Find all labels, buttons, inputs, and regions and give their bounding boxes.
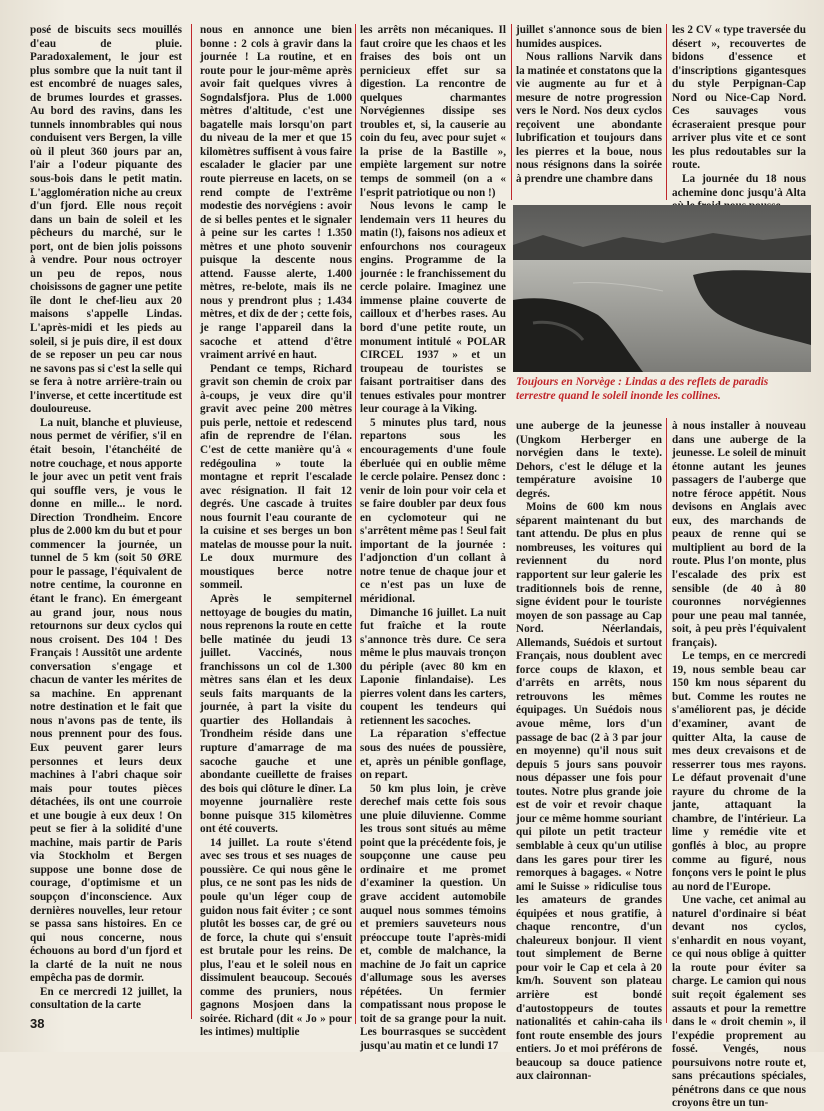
paragraph: posé de biscuits secs mouillés d'eau de pluie. Paradoxalement, le jour est plus sombre que la nuit tant il est encombré de nuages sales, de brumes lourdes et grasses. Au bord des ravins, dans les tunnels innombrables qui nous conduisent vers Bergen, la ville où il pleut 360 jours par an, l'air a l'odeur piquante des sous-bois dans le petit matin. L'agglomération niche au creux d'un fjord. Elle nous reçoit dans un bain de soleil et les pêcheurs du marché, sur le port, ont de bien jolis poissons à vendre. Pour nous octroyer un peu de repos, nous choisissons de gagner une petite île dont le chef-lieu aux 20 maisons s'appelle Lindas. L'après-midi et les pieds au soleil, si je puis dire, il est doux de se reposer un peu car nous ne savons pas si c'est la selle qui se fera à notre arrière-train ou l'inverse, et cette incertitude est douloureuse. (30, 24, 182, 416)
paragraph: Moins de 600 km nous séparent maintenant du but tant attendu. De plus en plus nombreuses, les voitures qui reviennent du nord rapportent sur leur galerie les traditionnels bois de renne, signe évident pour le touriste moyen de son passage au Cap Nord. Néerlandais, Allemands, Suédois et surtout Français, nous doublent avec force coups de klaxon, et d'arrêts en arrêts, nous retrouvons les mêmes équipages. Un Suédois nous avoue même, lors d'un passage de bac (2 à 3 par jour en moyenne) qu'il nous suit depuis 5 jours sans pouvoir nous dépasser une fois pour toutes. Notre plus grande joie est de voir et revoir chaque jour ce même homme souriant qui pilote un petit tracteur semblable à ceux qu'un utilise dans les gares pour tirer les remorques à bagages. « Notre ami le Suisse » ridiculise tous les amateurs de grandes équipées et nous gratifie, à chaque rencontre, d'un chaleureux bonjour. Il vient tout simplement de Berne pour voir le Cap et cela à 20 km/h. Souvent son plateau arrière est bondé d'autostoppeurs de toutes nationalités et cahin-caha ils font route ensemble des jours entiers. Jo et moi préférons de beaucoup sa douce patience aux claironnan- (516, 501, 662, 1083)
paragraph: les 2 CV « type traversée du désert », recouvertes de bidons d'essence et d'inscriptions gigantesques du style Perpignan-Cap Nord ou Nice-Cap Nord. Ces sauvages vous écraseraient presque pour arriver plus vite et ce sont les plus redoutables sur la route. (672, 24, 806, 172)
paragraph: les arrêts non mécaniques. Il faut croire que les chaos et les fraises des bois ont un pernicieux effet sur sa digestion. La rencontre de quelques charmantes Norvégiennes dissipe ses troubles et, si, la causerie au coin du feu, avec pour sujet « la prise de la Bastille », empiète largement sur notre temps de sommeil (on a « l'esprit patriotique ou non !) (360, 24, 506, 199)
paragraph: En ce mercredi 12 juillet, la consultation de la carte (30, 985, 182, 1012)
paragraph: Le temps, en ce mercredi 19, nous semble beau car 150 km nous séparent du but. Comme les routes ne s'améliorent pas, je décide d'examiner, avant de quitter Alta, la cause de mes deux crevaisons et de resserrer tous mes rayons. Le défaut provenait d'une rayure du chrome de la jante, attaquant la chambre, de l'intérieur. La lime y remédie vite et gonflés à bloc, au propre comme au figuré, nous fonçons vers le point le plus au nord de l'Europe. (672, 650, 806, 893)
column-rule (355, 24, 356, 1024)
column-rule (191, 24, 192, 1019)
column-rule (666, 24, 667, 200)
paragraph: Dimanche 16 juillet. La nuit fut fraîche et la route s'annonce très dure. Ce sera même le plus mauvais tronçon du périple (avec 80 km en Laponie finlandaise). Les pierres volent dans les carters, coupent les tendeurs qui retiennent les sacoches. (360, 606, 506, 727)
paragraph: Nous rallions Narvik dans la matinée et constatons que la vie augmente au fur et à mesure de notre progression vers le Nord. Nos deux cyclos reçoivent une abondante lubrification et toujours dans les pierres et la boue, nous nous résignons dans la soirée à prendre une chambre dans (516, 51, 662, 186)
paragraph: La journée du 18 nous achemine donc jusqu'à Alta (672, 173, 806, 199)
paragraph: juillet s'annonce sous de bien humides auspices. (516, 24, 662, 50)
text-column-3 (360, 24, 506, 1053)
text-column-5-top (672, 24, 806, 199)
paragraph: 50 km plus loin, je crève derechef mais cette fois sous une pluie diluvienne. Comme les trous sont situés au même point que la précédente fois, je soupçonne une cause peu ordinaire et me promet d'examiner la question. Un grave accident automobile auquel nous sommes témoins et premiers sauveteurs nous préoccupe toute l'après-midi et, comble de malchance, la machine de Jo fait un caprice d'allumage sous les averses répétées. Un fermier compatissant nous propose le toit de sa grange pour la nuit. Les bourrasques se succèdent jusqu'au matin et ce lundi 17 (360, 782, 506, 1053)
text-column-4-top (516, 24, 662, 189)
text-column-5-bottom (672, 420, 806, 1110)
paragraph: une auberge de la jeunesse (Ungkom Herberger en norvégien dans le texte). Dehors, c'est le déluge et la température avoisine 10 degrés. (516, 420, 662, 500)
paragraph: Après le sempiternel nettoyage de bougies du matin, nous reprenons la route en cette belle matinée du jeudi 13 juillet. Vaccinés, nous franchissons un col de 1.300 mètres sans élan et les deux seuls faits marquants de la journée, à part la visite du quartier des Hollandais à Trondheim réside dans une rupture d'amarrage de ma sacoche gauche et une abondante cueillette de fraises des bois qui clôture le dîner. La moyenne journalière reste bonne puisque 315 kilomètres ont été couverts. (200, 592, 352, 836)
paragraph: nous en annonce une bien bonne : 2 cols à gravir dans la journée ! La routine, et en route pour le jour-même après avoir fait quelques vivres à Sogndalsfjora. Plus de 1.000 mètres d'altitude, c'est une bagatelle mais lorsqu'on part du niveau de la mer et que 15 kilomètres suffisent à vous faire escalader le glacier par une route pierreuse en lacets, on se rend compte de l'extrême modestie des norvégiens : avoir de si belles pentes et le signaler à peine sur les cartes ! 1.350 mètres et une photo souvenir puisque la descente nous attend. Fausse alerte, 1.400 mètres, re-belote, mais ils ne nous y prendront plus ; 1.434 mètres, et dix de der ; cette fois, je range l'appareil dans la sacoche et attend d'être vraiment arrivé en haut. (200, 24, 352, 362)
photo-caption: Toujours en Norvège : Lindas a des reflets de paradis terrestre quand le soleil inonde les collines. (516, 376, 769, 402)
page-number: 38 (30, 1016, 45, 1031)
text-column-2 (200, 24, 352, 1039)
paragraph: La réparation s'effectue sous des nuées de poussière, et, après un pénible gonflage, on repart. (360, 728, 506, 782)
paragraph: La nuit, blanche et pluvieuse, nous permet de vérifier, s'il en était besoin, l'étanchéité de notre couchage, et nous apporte le jour avec un petit vent frais qui souffle vers, je vous le donne en mille... le nord. Direction Trondheim. Encore plus de 2.000 km du but et pour commencer la journée, un tunnel de 5 km (soit 50 ØRE pour le passage, l'équivalent de notre centime, la couronne en étant le franc). En émergeant au grand jour, nous nous retournons sur deux cyclos qui nous croisent. Des 104 ! Des Français ! Aussitôt une ardente conversation s'engage et chacun de vanter les mérites de sa machine. En apprenant notre destination et le fait que nous n'avons pas de tente, ils nous prennent pour des fous. Eux peuvent garer leurs personnes et leurs deux machines à l'abri chaque soir mais pour toutes pièces détachées, ils ont une courroie et une bougie à eux deux ! On peut se fier à la solidité d'une machine, mais partir de Paris via Stockholm et Bergen suppose une bonne dose de courage, d'optimisme et un soupçon d'inconscience. Aux dernières nouvelles, leur retour se passa sans histoires. En ce qui nous concerne, nous échouons au bord d'un fjord et la clarté de la nuit ne nous empêcha pas de dormir. (30, 416, 182, 985)
text-column-1 (30, 24, 182, 1012)
paragraph: Nous levons le camp le lendemain vers 11 heures du matin (!), faisons nos adieux et enfourchons nos courageux engins. Programme de la journée : le franchissement du cercle polaire. Imaginez une immense plaine couverte de cailloux et d'herbes rases. Au bord d'une petite route, un monument intitulé « POLAR CIRCEL 1937 » et un troupeau de touristes se faisant portraitiser dans des tenues estivales pour montrer leur courage à la Viking. (360, 200, 506, 416)
column-rule (666, 418, 667, 1023)
paragraph: Pendant ce temps, Richard gravit son chemin de croix par à-coups, je veux dire qu'il gravit avec peine 200 mètres puis perle, nettoie et redescend afin de reprendre de l'élan. C'est de cette manière qu'à « redégoulina » toute la montagne et reprit l'escalade avec résignation. Il fait 12 degrés. Une cascade à truites nous fournit l'eau courante de la cuisine et ses berges un bon matelas de mousse pour la nuit. Le doux murmure des moustiques berce notre sommeil. (200, 362, 352, 592)
paragraph: Une vache, cet animal au naturel d'ordinaire si béat devant nos cyclos, s'enhardit en nous voyant, ce qui nous oblige à quitter la route pour éviter sa charge. Le camion qui nous suit reçoit également ses assauts et pour la remettre dans le « droit chemin », il l'expédie proprement au fossé. Vengés, nous poursuivons notre route et, sans précautions spéciales, pénétrons dans ce que nous croyons être un tun- (672, 894, 806, 1110)
paragraph: 14 juillet. La route s'étend avec ses trous et ses nuages de poussière. Ce qui nous gêne le plus, ce ne sont pas les nids de poule qu'un léger coup de guidon nous fait éviter ; ce sont plutôt les bosses car, de gré ou de force, la chute qui s'ensuit est brutale pour les reins. De plus, l'eau et le soleil nous en dissimulent beaucoup. Secoués comme des pruniers, nous gagnons Mosjoen dans la soirée. Richard (dit « Jo » pour les intimes) multiplie (200, 836, 352, 1039)
paragraph: 5 minutes plus tard, nous repartons sous les encouragements d'une foule éberluée qui en oublie même le cercle polaire. Pensez donc : venir de loin pour voir cela et se faire doubler par deux fous en cyclomoteur qui ne s'arrêtent même pas ! Seul fait important de la journée : l'adjonction d'un collant à notre tenue de chaque jour et ce n'est pas un luxe de méridional. (360, 416, 506, 605)
column-rule (511, 24, 512, 200)
paragraph: à nous installer à nouveau dans une auberge de la jeunesse. Le soleil de minuit étonne autant les jeunes passagers de l'auberge que notre féroce appétit. Nous devisons en Anglais avec eux, des marchands de peaux de renne qui se multiplient au bord de la route. Plus l'on monte, plus l'escalade des prix est sensible (de 40 à 80 couronnes norvégiennes pour une peau mal tannée, soit, à peu près l'équivalent français). (672, 420, 806, 649)
fjord-landscape-image (513, 205, 811, 372)
fjord-photo (513, 205, 811, 372)
text-column-4-bottom (516, 420, 662, 1083)
